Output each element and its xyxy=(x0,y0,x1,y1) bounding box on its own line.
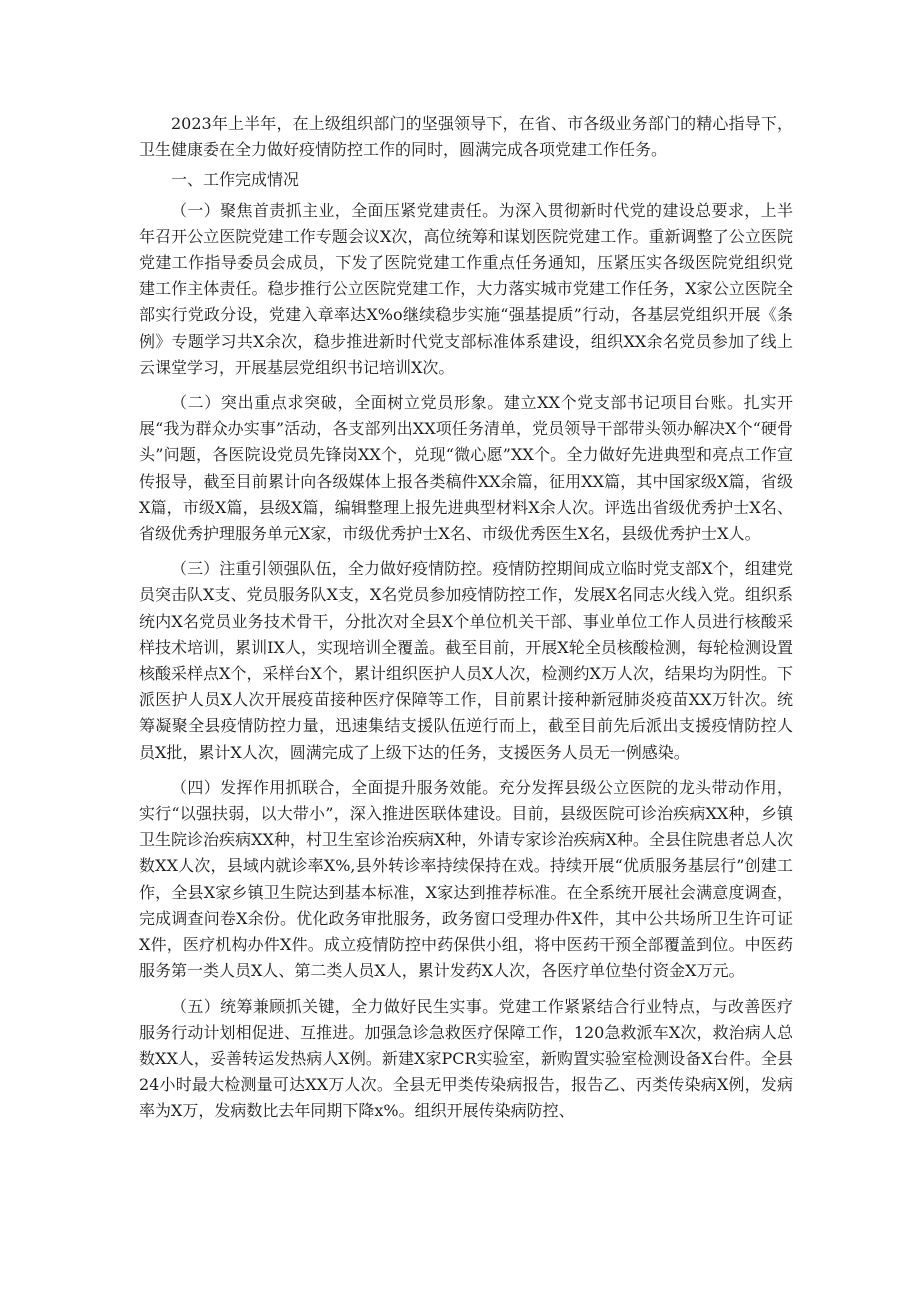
paragraph-4: （四）发挥作用抓联合，全面提升服务效能。充分发挥县级公立医院的龙头带动作用，实行“以强扶弱，以大带小”，深入推进医联体建设。目前，县级医院可诊治疾病XX种，乡镇卫生院诊治疾病XX种，村卫生室诊治疾病X种，外请专家诊治疾病X种。全县住院患者总人次数XX人次，县域内就诊率X%,县外转诊率持续保持在戏。持续开展“优质服务基层行”创建工作，全县X家乡镇卫生院达到基本标准，X家达到推荐标准。在全系统开展社会满意度调查，完成调查问卷X余份。优化政务审批服务，政务窗口受理办件X件，其中公共场所卫生许可证X件，医疗机构办件X件。成立疫情防控中药保供小组，将中医药干预全部覆盖到位。中医药服务第一类人员X人、第二类人员X人，累计发药X人次，各医疗单位垫付资金X万元。 xyxy=(139,777,793,981)
paragraph-5: （五）统筹兼顾抓关键，全力做好民生实事。党建工作紧紧结合行业特点，与改善医疗服务行动计划相促进、互推进。加强急诊急救医疗保障工作，120急救派车X次，救治病人总数XX人，妥善转运发热病人X例。新建X家PCR实验室，新购置实验室检测设备X台件。全县24小时最大检测量可达XX万人次。全县无甲类传染病报告，报告乙、丙类传染病X例，发病率为X万，发病数比去年同期下降x%。组织开展传染病防控、 xyxy=(139,996,793,1121)
paragraph-2: （二）突出重点求突破，全面树立党员形象。建立XX个党支部书记项目台账。扎实开展“我为群众办实事”活动，各支部列出XX项任务清单，党员领导干部带头领办解决X个“硬骨头”问题，各医院设党员先锋岗XX个，兑现“微心愿”XX个。全力做好先进典型和亮点工作宣传报导，截至目前累计向各级媒体上报各类稿件XX余篇，征用XX篇，其中国家级X篇，省级X篇，市级X篇，县级X篇，编辑整理上报先进典型材料X余人次。评选出省级优秀护士X名、省级优秀护理服务单元X家，市级优秀护士X名、市级优秀医生X名，县级优秀护士X人。 xyxy=(139,393,793,544)
section-heading: 一、工作完成情况 xyxy=(171,170,300,190)
document-body xyxy=(139,111,793,1125)
paragraph-1: （一）聚焦首责抓主业，全面压紧党建责任。为深入贯彻新时代党的建设总要求，上半年召开公立医院党建工作专题会议X次，高位统筹和谋划医院党建工作。重新调整了公立医院党建工作指导委员会成员，下发了医院党建工作重点任务通知，压紧压实各级医院党组织党建工作主体责任。稳步推行公立医院党建工作，大力落实城市党建工作任务，X家公立医院全部实行党政分设，党建入章率达X%o继续稳步实施“强基提质”行动，各基层党组织开展《条例》专题学习共X余次，稳步推进新时代党支部标准体系建设，组织XX余名党员参加了线上云课堂学习，开展基层党组织书记培训X次。 xyxy=(139,200,793,377)
intro-paragraph: 2023年上半年，在上级组织部门的坚强领导下，在省、市各级业务部门的精心指导下，卫生健康委在全力做好疫情防控工作的同时，圆满完成各项党建工作任务。 xyxy=(139,114,793,160)
paragraph-3: （三）注重引领强队伍，全力做好疫情防控。疫情防控期间成立临时党支部X个，组建党员突击队X支、党员服务队X支，X名党员参加疫情防控工作，发展X名同志火线入党。组织系统内X名党员业务技术骨干，分批次对全县X个单位机关干部、事业单位工作人员进行核酸采样技术培训，累训IX人，实现培训全覆盖。截至目前，开展X轮全员核酸检测，每轮检测设置核酸采样点X个，采样台X个，累计组织医护人员X人次，检测约X万人次，结果均为阴性。下派医护人员X人次开展疫苗接种医疗保障等工作，目前累计接种新冠肺炎疫苗XX万针次。统筹凝聚全县疫情防控力量，迅速集结支援队伍逆行而上，截至目前先后派出支援疫情防控人员X批，累计X人次，圆满完成了上级下达的任务，支援医务人员无一例感染。 xyxy=(139,559,793,762)
